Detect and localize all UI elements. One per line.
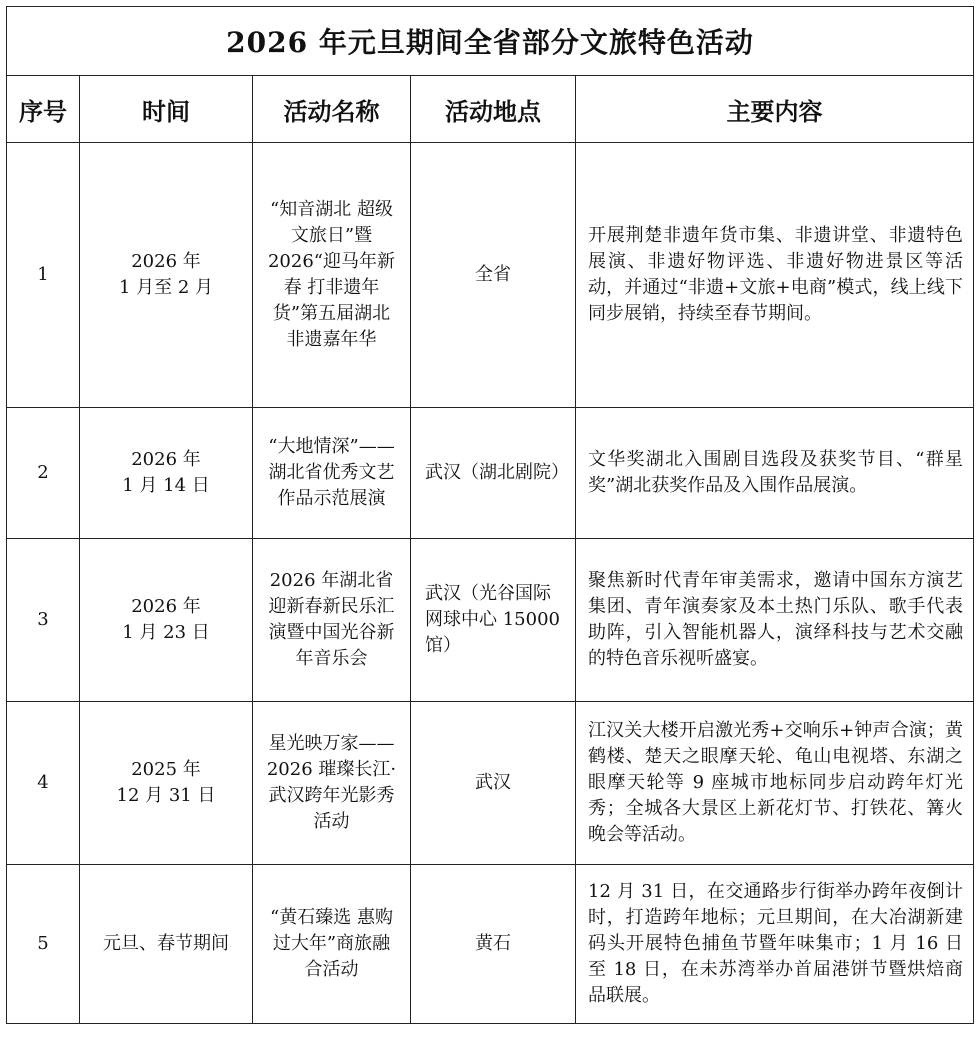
table-row: [7, 702, 974, 865]
table-title: 2026 年元旦期间全省部分文旅特色活动: [7, 7, 974, 76]
row-time: [80, 702, 253, 865]
row-number: 5: [7, 865, 80, 1024]
row-content: 文华奖湖北入围剧目选段及获奖节目、“群星奖”湖北获奖作品及入围作品展演。: [576, 408, 974, 539]
row-number: 2: [7, 408, 80, 539]
row-activity-name: 2026 年湖北省迎新春新民乐汇演暨中国光谷新年音乐会: [253, 539, 411, 702]
row-number: 4: [7, 702, 80, 865]
row-time-line1: 2026 年: [131, 251, 201, 272]
row-content: 江汉关大楼开启激光秀+交响乐+钟声合演；黄鹤楼、楚天之眼摩天轮、龟山电视塔、东湖之眼摩天轮等 9 座城市地标同步启动跨年灯光秀；全城各大景区上新花灯节、打铁花、篝火晚会等活动。: [576, 702, 974, 865]
table-row: [7, 143, 974, 408]
row-time: [80, 539, 253, 702]
row-time-line2: 1 月至 2 月: [118, 277, 214, 298]
row-time-line1: 2026 年: [131, 449, 201, 470]
row-place: 全省: [411, 143, 576, 408]
table-row: [7, 865, 974, 1024]
activities-table: [6, 6, 974, 1024]
row-activity-name: “大地情深”——湖北省优秀文艺作品示范展演: [253, 408, 411, 539]
row-activity-name: 星光映万家——2026 璀璨长江·武汉跨年光影秀活动: [253, 702, 411, 865]
row-time: [80, 408, 253, 539]
header-name: 活动名称: [253, 76, 411, 143]
header-time: 时间: [80, 76, 253, 143]
table-row: [7, 408, 974, 539]
row-content: 开展荆楚非遗年货市集、非遗讲堂、非遗特色展演、非遗好物评选、非遗好物进景区等活动，并通过“非遗+文旅+电商”模式，线上线下同步展销，持续至春节期间。: [576, 143, 974, 408]
row-time-line2: 1 月 14 日: [122, 475, 210, 496]
header-row: [7, 76, 974, 143]
header-place: 活动地点: [411, 76, 576, 143]
row-time-line2: 12 月 31 日: [116, 785, 216, 806]
row-content: 聚焦新时代青年审美需求，邀请中国东方演艺集团、青年演奏家及本土热门乐队、歌手代表助阵，引入智能机器人，演绎科技与艺术交融的特色音乐视听盛宴。: [576, 539, 974, 702]
row-time-line1: 元旦、春节期间: [103, 933, 229, 954]
row-time: [80, 143, 253, 408]
row-activity-name: “黄石臻选 惠购过大年”商旅融合活动: [253, 865, 411, 1024]
row-place: 武汉（湖北剧院）: [411, 408, 576, 539]
header-content: 主要内容: [576, 76, 974, 143]
row-activity-name: “知音湖北 超级文旅日”暨 2026“迎马年新春 打非遗年货”第五届湖北非遗嘉年华: [253, 143, 411, 408]
row-place: 武汉（光谷国际网球中心 15000 馆）: [411, 539, 576, 702]
row-place: 武汉: [411, 702, 576, 865]
row-time-line1: 2026 年: [131, 596, 201, 617]
row-time: [80, 865, 253, 1024]
row-time-line2: 1 月 23 日: [122, 622, 210, 643]
row-number: 3: [7, 539, 80, 702]
row-place: 黄石: [411, 865, 576, 1024]
header-no: 序号: [7, 76, 80, 143]
row-number: 1: [7, 143, 80, 408]
row-content: 12 月 31 日，在交通路步行街举办跨年夜倒计时，打造跨年地标；元旦期间，在大冶湖新建码头开展特色捕鱼节暨年味集市；1 月 16 日至 18 日，在未苏湾举办首届港饼节暨烘焙商品联展。: [576, 865, 974, 1024]
row-time-line1: 2025 年: [131, 759, 201, 780]
table-row: [7, 539, 974, 702]
